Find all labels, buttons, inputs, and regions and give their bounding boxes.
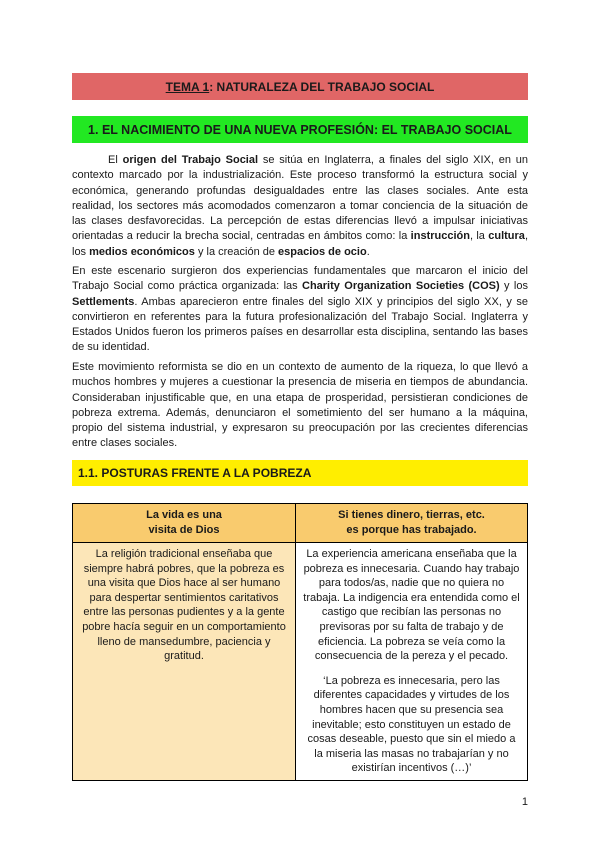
paragraph-experiences	[72, 264, 528, 356]
header-line: La vida es una	[146, 509, 222, 522]
paragraph-origin	[72, 153, 528, 260]
chapter-title-text: : NATURALEZA DEL TRABAJO SOCIAL	[209, 79, 435, 94]
table-cell-religion	[73, 543, 296, 781]
cell-text: La religión tradicional enseñaba que siempre habrá pobres, que la pobreza es una visita que Dios hace al ser humano para despertar sentimientos caritativos entre las personas pudientes y a la gente pobre hacía seguir en un comportamiento lleno de mansedumbre, paciencia y gratitud.	[82, 548, 286, 663]
text-run: y la creación de	[194, 245, 279, 258]
text-run: , los	[72, 230, 528, 258]
bold-term: espacios de ocio	[278, 245, 367, 258]
text-run: y los	[499, 280, 528, 293]
table-header-cell	[73, 504, 296, 543]
chapter-title	[72, 73, 528, 100]
paragraph-reformist: Este movimiento reformista se dio en un contexto de aumento de la riqueza, lo que llevó a muchos hombres y mujeres a cuestionar la presencia de miseria en tiempos de abundancia. Consideraban injustificable que, en una etapa de prosperidad, persistieran condiciones de pobreza extrema. Además, denunciaron el sometimiento del ser humano a la máquina, propio del sistema industrial, y expresaron su preocupación por las crecientes diferencias entre clases sociales.	[72, 361, 528, 450]
cell-text: La experiencia americana enseñaba que la pobreza es innecesaria. Cuando hay trabajo para todos/as, nadie que no quiera no trabaja. La indigencia era entendida como el castigo que recibían las personas no previsoras por su falta de trabajo y de eficiencia. La pobreza se veía como la consecuencia de la pereza y el pecado.	[303, 548, 520, 663]
text-run: .	[366, 245, 370, 258]
chapter-label: TEMA 1	[165, 79, 210, 94]
cell-quote: ‘La pobreza es innecesaria, pero las diferentes capacidades y virtudes de los hombres hacen que su presencia sea inevitable; esto constituyen un estado de cosas deseable, puesto que sin el miedo a la miseria las masas no trabajarían y no existirían incentivos (…)’	[307, 674, 516, 775]
table-header-row	[73, 504, 528, 543]
table-cell-american	[296, 543, 528, 781]
page-number: 1	[521, 796, 528, 808]
text-run: se sitúa en Inglaterra, a finales del siglo XIX, en un contexto marcado por la industrialización. Este proceso transformó la estructura social y económica, generando profundas desigualdades entre las clases sociales. Ante esta realidad, los sectores más acomodados comenzaron a tomar conciencia de la situación de las clases desfavorecidas. La percepción de estas diferencias llevó a impulsar iniciativas orientadas a reducir la brecha social, centradas en ámbitos como: la	[72, 154, 528, 243]
text-run: El	[108, 154, 123, 166]
text-run: , la	[469, 230, 489, 243]
poverty-positions-table	[72, 503, 528, 781]
header-line: es porque has trabajado.	[346, 524, 477, 536]
bold-term: Charity Organization Societies (COS)	[302, 280, 500, 293]
bold-term: medios económicos	[89, 245, 195, 258]
header-line: visita de Dios	[148, 524, 220, 536]
section-heading: 1. EL NACIMIENTO DE UNA NUEVA PROFESIÓN: EL TRABAJO SOCIAL	[72, 116, 528, 143]
table-row	[73, 543, 528, 781]
text-run: En este escenario surgieron dos experiencias fundamentales que marcaron el inicio del Trabajo Social como práctica organizada: las	[72, 265, 528, 293]
table-header-cell	[296, 504, 528, 543]
header-line: Si tienes dinero, tierras, etc.	[338, 509, 485, 522]
bold-term: origen del Trabajo Social	[122, 154, 259, 166]
bold-term: Settlements	[72, 295, 135, 308]
subsection-heading: 1.1. POSTURAS FRENTE A LA POBREZA	[72, 460, 528, 486]
bold-term: cultura	[488, 230, 525, 243]
text-run: . Ambas aparecieron entre finales del siglo XIX y principios del siglo XX, y se convirtieron en referentes para la futura profesionalización del Trabajo Social. Inglaterra y Estados Unidos fueron los primeros países en desarrollar esta disciplina, sentando las bases de su identidad.	[72, 295, 528, 354]
bold-term: instrucción	[410, 230, 470, 243]
